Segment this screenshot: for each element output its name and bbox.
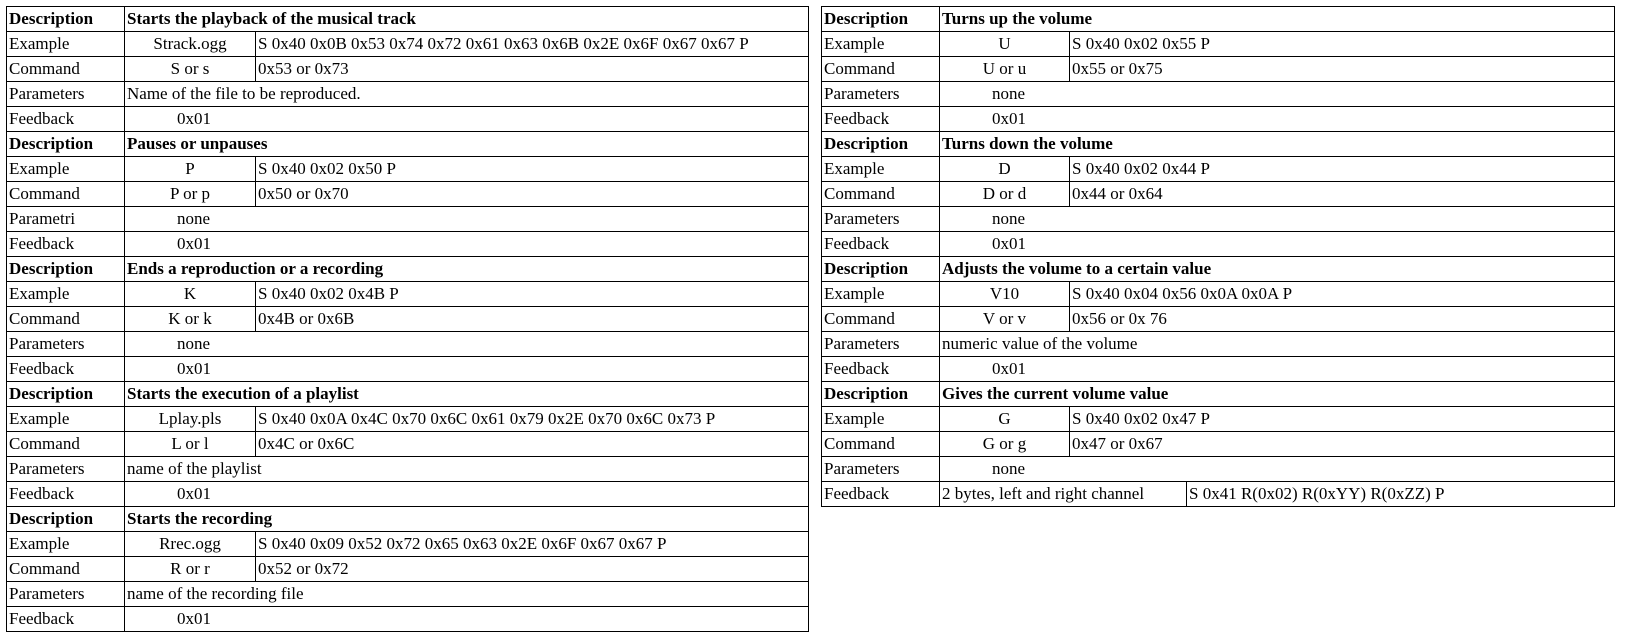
- command-label: Command: [822, 182, 940, 207]
- parameters-value: none: [940, 82, 1615, 107]
- example-key: K: [125, 282, 256, 307]
- command-key: K or k: [125, 307, 256, 332]
- example-label: Example: [822, 157, 940, 182]
- example-label: Example: [822, 32, 940, 57]
- example-hex: S 0x40 0x02 0x47 P: [1070, 407, 1615, 432]
- commands-table-left: [6, 6, 809, 632]
- command-key: L or l: [125, 432, 256, 457]
- table-row: [822, 157, 1615, 182]
- table-row: [822, 382, 1615, 407]
- parameters-label: Parametri: [7, 207, 125, 232]
- feedback-value: 0x01: [125, 607, 809, 632]
- command-key: U or u: [940, 57, 1070, 82]
- example-label: Example: [7, 32, 125, 57]
- table-row: [7, 432, 809, 457]
- description-label: Description: [7, 7, 125, 32]
- command-key: R or r: [125, 557, 256, 582]
- description-label: Description: [7, 257, 125, 282]
- command-hex: 0x52 or 0x72: [256, 557, 809, 582]
- command-hex: 0x53 or 0x73: [256, 57, 809, 82]
- feedback-value: 0x01: [125, 357, 809, 382]
- example-key: U: [940, 32, 1070, 57]
- feedback-value: 0x01: [940, 232, 1615, 257]
- parameters-label: Parameters: [7, 82, 125, 107]
- feedback-label: Feedback: [7, 232, 125, 257]
- feedback-label: Feedback: [7, 357, 125, 382]
- table-row: [7, 7, 809, 32]
- command-key: P or p: [125, 182, 256, 207]
- feedback-label: Feedback: [822, 107, 940, 132]
- table-row: [7, 32, 809, 57]
- table-row: [7, 557, 809, 582]
- command-label: Command: [822, 432, 940, 457]
- table-row: [7, 582, 809, 607]
- description-label: Description: [822, 257, 940, 282]
- table-row: [822, 457, 1615, 482]
- table-row: [7, 157, 809, 182]
- feedback-label: Feedback: [7, 607, 125, 632]
- command-label: Command: [7, 557, 125, 582]
- command-description: Starts the recording: [125, 507, 809, 532]
- command-label: Command: [7, 307, 125, 332]
- example-key: Rrec.ogg: [125, 532, 256, 557]
- command-description: Turns down the volume: [940, 132, 1615, 157]
- table-row: [7, 82, 809, 107]
- table-row: [822, 82, 1615, 107]
- command-key: G or g: [940, 432, 1070, 457]
- command-label: Command: [7, 57, 125, 82]
- table-row: [7, 482, 809, 507]
- parameters-value: name of the playlist: [125, 457, 809, 482]
- table-row: [7, 132, 809, 157]
- parameters-label: Parameters: [822, 82, 940, 107]
- feedback-value: 0x01: [125, 482, 809, 507]
- feedback-label: Feedback: [822, 482, 940, 507]
- table-row: [7, 357, 809, 382]
- feedback-value: 0x01: [125, 232, 809, 257]
- parameters-value: none: [940, 457, 1615, 482]
- parameters-value: name of the recording file: [125, 582, 809, 607]
- command-hex: 0x44 or 0x64: [1070, 182, 1615, 207]
- table-row: [7, 607, 809, 632]
- example-label: Example: [822, 407, 940, 432]
- command-description: Adjusts the volume to a certain value: [940, 257, 1615, 282]
- command-description: Starts the execution of a playlist: [125, 382, 809, 407]
- example-key: V10: [940, 282, 1070, 307]
- example-hex: S 0x40 0x02 0x4B P: [256, 282, 809, 307]
- command-description: Ends a reproduction or a recording: [125, 257, 809, 282]
- example-label: Example: [7, 407, 125, 432]
- example-hex: S 0x40 0x0B 0x53 0x74 0x72 0x61 0x63 0x6B 0x2E 0x6F 0x67 0x67 P: [256, 32, 809, 57]
- table-row: [822, 307, 1615, 332]
- parameters-label: Parameters: [7, 457, 125, 482]
- command-hex: 0x50 or 0x70: [256, 182, 809, 207]
- command-key: D or d: [940, 182, 1070, 207]
- table-row: [7, 57, 809, 82]
- command-hex: 0x47 or 0x67: [1070, 432, 1615, 457]
- description-label: Description: [822, 132, 940, 157]
- example-hex: S 0x40 0x04 0x56 0x0A 0x0A P: [1070, 282, 1615, 307]
- command-description: Pauses or unpauses: [125, 132, 809, 157]
- example-key: G: [940, 407, 1070, 432]
- commands-table-right: [821, 6, 1615, 507]
- command-description: Gives the current volume value: [940, 382, 1615, 407]
- table-row: [822, 107, 1615, 132]
- command-label: Command: [7, 432, 125, 457]
- description-label: Description: [7, 507, 125, 532]
- table-row: [7, 407, 809, 432]
- table-row: [822, 407, 1615, 432]
- description-label: Description: [7, 132, 125, 157]
- command-label: Command: [822, 57, 940, 82]
- description-label: Description: [822, 382, 940, 407]
- example-key: Strack.ogg: [125, 32, 256, 57]
- example-key: P: [125, 157, 256, 182]
- command-hex: 0x4C or 0x6C: [256, 432, 809, 457]
- parameters-label: Parameters: [822, 207, 940, 232]
- command-key: V or v: [940, 307, 1070, 332]
- parameters-value: numeric value of the volume: [940, 332, 1615, 357]
- example-label: Example: [822, 282, 940, 307]
- example-key: Lplay.pls: [125, 407, 256, 432]
- parameters-label: Parameters: [822, 457, 940, 482]
- table-row: [7, 207, 809, 232]
- description-label: Description: [7, 382, 125, 407]
- parameters-label: Parameters: [7, 332, 125, 357]
- table-row: [822, 232, 1615, 257]
- table-row: [822, 482, 1615, 507]
- table-row: [7, 507, 809, 532]
- feedback-label: Feedback: [7, 107, 125, 132]
- table-row: [7, 532, 809, 557]
- example-hex: S 0x40 0x02 0x55 P: [1070, 32, 1615, 57]
- table-row: [7, 332, 809, 357]
- feedback-label: Feedback: [7, 482, 125, 507]
- command-key: S or s: [125, 57, 256, 82]
- feedback-value: 0x01: [940, 357, 1615, 382]
- table-row: [822, 7, 1615, 32]
- command-hex: 0x4B or 0x6B: [256, 307, 809, 332]
- parameters-value: none: [125, 207, 809, 232]
- parameters-value: none: [125, 332, 809, 357]
- table-row: [822, 432, 1615, 457]
- table-row: [7, 257, 809, 282]
- table-row: [822, 57, 1615, 82]
- example-label: Example: [7, 532, 125, 557]
- command-hex: 0x56 or 0x 76: [1070, 307, 1615, 332]
- table-row: [822, 332, 1615, 357]
- command-label: Command: [822, 307, 940, 332]
- feedback-value: 0x01: [940, 107, 1615, 132]
- example-hex: S 0x40 0x09 0x52 0x72 0x65 0x63 0x2E 0x6F 0x67 0x67 P: [256, 532, 809, 557]
- table-row: [7, 282, 809, 307]
- table-row: [7, 107, 809, 132]
- table-row: [7, 457, 809, 482]
- parameters-value: none: [940, 207, 1615, 232]
- parameters-value: Name of the file to be reproduced.: [125, 82, 809, 107]
- table-row: [7, 382, 809, 407]
- command-description: Turns up the volume: [940, 7, 1615, 32]
- table-row: [822, 357, 1615, 382]
- parameters-label: Parameters: [7, 582, 125, 607]
- command-label: Command: [7, 182, 125, 207]
- table-row: [822, 182, 1615, 207]
- table-row: [822, 132, 1615, 157]
- description-label: Description: [822, 7, 940, 32]
- table-row: [7, 182, 809, 207]
- feedback-label: Feedback: [822, 232, 940, 257]
- feedback-value: 2 bytes, left and right channel: [940, 482, 1187, 507]
- command-hex: 0x55 or 0x75: [1070, 57, 1615, 82]
- parameters-label: Parameters: [822, 332, 940, 357]
- example-label: Example: [7, 282, 125, 307]
- table-row: [822, 207, 1615, 232]
- table-row: [822, 32, 1615, 57]
- table-row: [7, 307, 809, 332]
- example-key: D: [940, 157, 1070, 182]
- table-row: [7, 232, 809, 257]
- example-label: Example: [7, 157, 125, 182]
- feedback-hex: S 0x41 R(0x02) R(0xYY) R(0xZZ) P: [1187, 482, 1615, 507]
- feedback-label: Feedback: [822, 357, 940, 382]
- example-hex: S 0x40 0x02 0x50 P: [256, 157, 809, 182]
- feedback-value: 0x01: [125, 107, 809, 132]
- table-row: [822, 282, 1615, 307]
- example-hex: S 0x40 0x02 0x44 P: [1070, 157, 1615, 182]
- command-description: Starts the playback of the musical track: [125, 7, 809, 32]
- table-row: [822, 257, 1615, 282]
- example-hex: S 0x40 0x0A 0x4C 0x70 0x6C 0x61 0x79 0x2E 0x70 0x6C 0x73 P: [256, 407, 809, 432]
